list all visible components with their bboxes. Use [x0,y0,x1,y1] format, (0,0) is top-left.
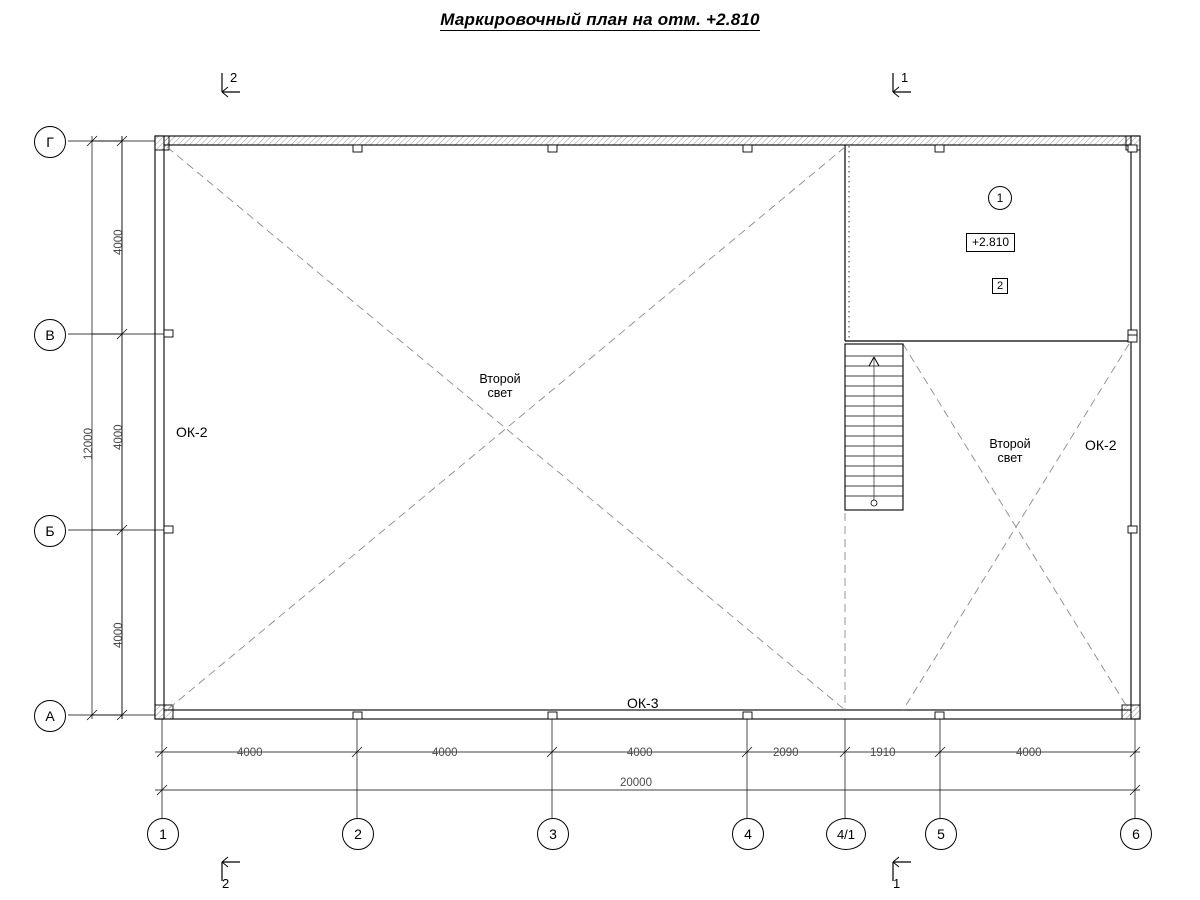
axis-bubble-v[interactable] [34,319,66,351]
window-label-ok2-left: ОК-2 [176,424,208,440]
axis-label: А [45,708,55,724]
axis-bubble-6[interactable] [1120,818,1152,850]
stair [845,344,903,510]
axis-bubble-2[interactable] [342,818,374,850]
axis-bubble-4-1[interactable] [826,818,866,850]
axis-label: 4/1 [836,826,856,842]
axis-label: 1 [159,826,167,842]
axis-bubble-1[interactable] [147,818,179,850]
section-label-2-bottom: 2 [222,876,230,891]
room-label-second-light-left [440,372,560,401]
axis-label: 4 [744,826,752,842]
void-diagonals-right [903,344,1129,710]
room-label-line2: свет [487,386,513,401]
building-outline [155,136,1140,719]
axis-label: В [45,327,55,343]
node-callout-label: 1 [996,191,1004,205]
void-diagonals-left [167,147,845,710]
section-label-2-top: 2 [230,70,238,85]
axis-bubble-g[interactable] [34,126,66,158]
dim-horizontal-2: 4000 [432,747,458,759]
section-label-1-top: 1 [901,70,909,85]
dim-horizontal-3: 4000 [627,747,653,759]
axis-label: 6 [1132,826,1140,842]
dim-horizontal-overall: 20000 [620,777,652,789]
room-label-second-light-right [950,437,1070,466]
dim-horizontal-4: 2090 [773,747,799,759]
window-label-ok2-right: ОК-2 [1085,437,1117,453]
room-label-line2: свет [997,451,1023,466]
axis-label: Б [45,523,55,539]
axis-bubble-4[interactable] [732,818,764,850]
dim-vertical-3: 4000 [113,622,125,648]
window-label-ok3-bottom: ОК-3 [627,695,659,711]
dim-vertical-1: 4000 [113,229,125,255]
dim-vertical-overall: 12000 [83,428,95,460]
node-callout-1[interactable] [988,186,1012,210]
section-label-1-bottom: 1 [893,876,901,891]
axis-bubble-a[interactable] [34,700,66,732]
axis-bubble-5[interactable] [925,818,957,850]
axis-lines-bottom [162,719,1135,818]
dim-horizontal-6: 4000 [1016,747,1042,759]
dim-vertical-2: 4000 [113,424,125,450]
axis-label: 2 [354,826,362,842]
axis-label: 5 [937,826,945,842]
axis-label: 3 [549,826,557,842]
elevation-mark: +2.810 [966,233,1015,252]
page-title: Маркировочный план на отм. +2.810 [440,10,760,29]
room-label-line1: Второй [479,372,521,386]
node-callout-label: 2 [996,280,1004,292]
axis-bubble-b[interactable] [34,515,66,547]
axis-label: Г [46,134,54,150]
node-callout-2[interactable] [992,278,1008,294]
dim-horizontal-5: 1910 [870,747,896,759]
axis-bubble-3[interactable] [537,818,569,850]
corner-columns [155,136,1140,719]
room-label-line1: Второй [989,437,1031,451]
dim-horizontal-1: 4000 [237,747,263,759]
column-marks [164,145,1137,719]
